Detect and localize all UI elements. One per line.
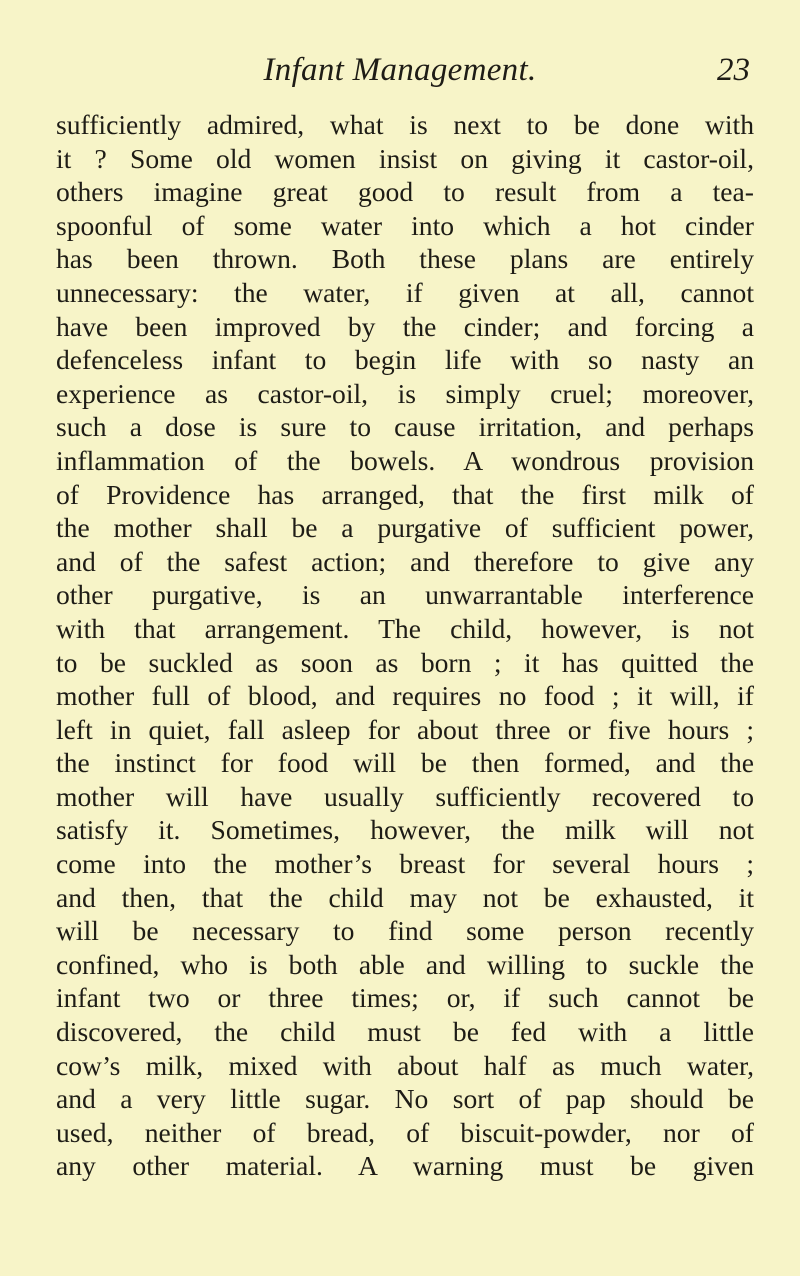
text-line: used, neither of bread, of biscuit-powder, nor of xyxy=(56,1116,754,1148)
text-line: to be suckled as soon as born ; it has quitted the xyxy=(56,646,754,678)
text-line: come into the mother’s breast for several hours ; xyxy=(56,848,754,880)
page-number: 23 xyxy=(717,52,750,88)
running-title: Infant Management. xyxy=(263,52,537,88)
text-line: the instinct for food will be then formed, and the xyxy=(56,747,754,779)
text-line: other purgative, is an unwarrantable interference xyxy=(56,579,754,611)
text-line: infant two or three times; or, if such cannot be xyxy=(56,982,754,1014)
text-line: defenceless infant to begin life with so nasty an xyxy=(56,344,754,376)
text-line: mother full of blood, and requires no food ; it will, if xyxy=(56,680,754,712)
text-line: others imagine great good to result from a tea- xyxy=(56,176,754,208)
text-line: has been thrown. Both these plans are entirely xyxy=(56,243,754,275)
text-line: spoonful of some water into which a hot cinder xyxy=(56,209,754,241)
text-line: and then, that the child may not be exhausted, it xyxy=(56,881,754,913)
text-line: cow’s milk, mixed with about half as much water, xyxy=(56,1049,754,1081)
text-line: and a very little sugar. No sort of pap should be xyxy=(56,1083,754,1115)
text-line: with that arrangement. The child, however, is not xyxy=(56,612,754,644)
body-text xyxy=(56,108,754,1183)
text-line: discovered, the child must be fed with a little xyxy=(56,1016,754,1048)
text-line: unnecessary: the water, if given at all, cannot xyxy=(56,276,754,308)
text-line: of Providence has arranged, that the first milk of xyxy=(56,478,754,510)
text-line: such a dose is sure to cause irritation, and perhaps xyxy=(56,411,754,443)
text-line: experience as castor-oil, is simply cruel; moreover, xyxy=(56,377,754,409)
text-line: will be necessary to find some person recently xyxy=(56,915,754,947)
text-line: mother will have usually sufficiently recovered to xyxy=(56,780,754,812)
text-line: left in quiet, fall asleep for about three or five hours ; xyxy=(56,713,754,745)
text-line: sufficiently admired, what is next to be done with xyxy=(56,109,754,140)
text-line: the mother shall be a purgative of sufficient power, xyxy=(56,512,754,544)
text-line: and of the safest action; and therefore to give any xyxy=(56,545,754,577)
text-line: have been improved by the cinder; and forcing a xyxy=(56,310,754,342)
text-line: satisfy it. Sometimes, however, the milk will not xyxy=(56,814,754,846)
text-line: it ? Some old women insist on giving it castor-oil, xyxy=(56,142,754,174)
text-line: inflammation of the bowels. A wondrous provision xyxy=(56,444,754,476)
text-line: confined, who is both able and willing to suckle the xyxy=(56,948,754,980)
running-head xyxy=(0,48,800,92)
text-line: any other material. A warning must be given xyxy=(56,1150,754,1182)
